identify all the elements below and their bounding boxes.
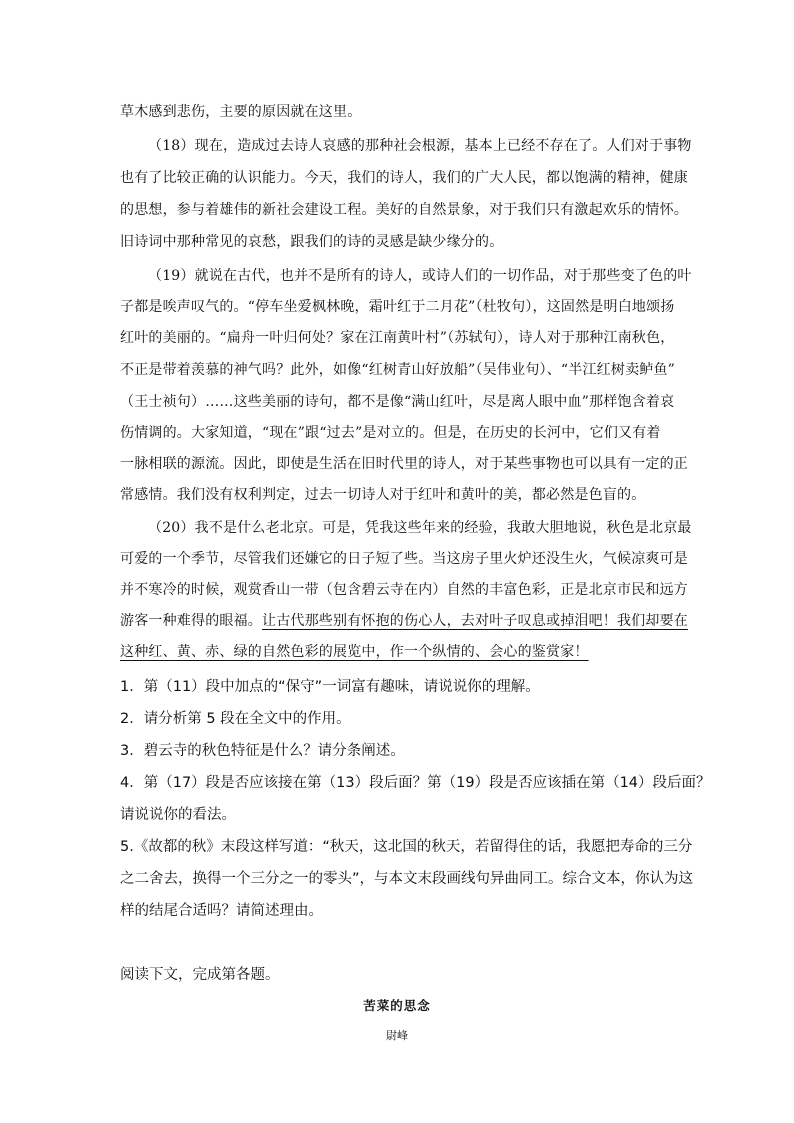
paragraph-19-line: 红叶的美丽的。“扁舟一叶归何处？家在江南黄叶村”（苏轼句），诗人对于那种江南秋色， — [120, 330, 675, 346]
paragraph-19-line: 子都是唉声叹气的。“停车坐爱枫林晚，霜叶红于二月花”（杜牧句），这固然是明白地颂扬 — [120, 299, 675, 315]
paragraph-19-line: （19）就说在古代，也并不是所有的诗人，或诗人们的一切作品，对于那些变了色的叶 — [148, 268, 692, 284]
paragraph-19-line: 不正是带着羡慕的神气吗？此外，如像“红树青山好放船”（吴伟业句）、“半江红树卖鲈鱼” — [120, 362, 676, 378]
underlined-sentence: 这种红、黄、赤、绿的自然色彩的展览中，作一个纵情的、会心的鉴赏家！ — [120, 644, 589, 660]
question-4: 4．第（17）段是否应该接在第（13）段后面？第（19）段是否应该插在第（14）段后面？ — [120, 775, 711, 791]
question-5: 5.《故都的秋》末段这样写道：“秋天，这北国的秋天，若留得住的话，我愿把寿命的三分 — [120, 839, 693, 855]
underlined-sentence: 让古代那些别有怀抱的伤心人，去对叶子叹息或掉泪吧！我们却要在 — [262, 613, 688, 629]
article-author: 尉峰 — [386, 1029, 408, 1042]
paragraph-18-line: 旧诗词中那种常见的哀愁，跟我们的诗的灵感是缺少缘分的。 — [120, 234, 504, 250]
question-5-continued: 之二舍去，换得一个三分之一的零头”，与本文末段画线句异曲同工。综合文本，你认为这 — [120, 871, 694, 887]
question-4-continued: 请说说你的看法。 — [120, 807, 236, 823]
paragraph-20-line: 并不寒冷的时候，观赏香山一带（包含碧云寺在内）自然的丰富色彩，正是北京市民和远方 — [120, 582, 688, 598]
paragraph-20-text: 游客一种难得的眼福。 — [120, 613, 262, 629]
paragraph-19-line: （王士祯句）……这些美丽的诗句，都不是像“满山红叶，尽是离人眼中血”那样饱含着哀 — [120, 394, 675, 410]
question-3: 3．碧云寺的秋色特征是什么？请分条阐述。 — [120, 743, 405, 759]
paragraph-17-end: 草木感到悲伤，主要的原因就在这里。 — [120, 104, 362, 120]
paragraph-18-line: （18）现在，造成过去诗人哀感的那种社会根源，基本上已经不存在了。人们对于事物 — [148, 138, 692, 154]
paragraph-18-line: 也有了比较正确的认识能力。今天，我们的诗人，我们的广大人民，都以饱满的精神，健康 — [120, 170, 688, 186]
reading-instruction: 阅读下文，完成第各题。 — [120, 967, 280, 983]
question-2: 2．请分析第 5 段在全文中的作用。 — [120, 711, 351, 727]
question-1: 1．第（11）段中加点的“保守”一词富有趣味，请说说你的理解。 — [120, 679, 540, 695]
paragraph-20-line: （20）我不是什么老北京。可是，凭我这些年来的经验，我敢大胆地说，秋色是北京最 — [148, 520, 692, 536]
paragraph-19-line: 伤情调的。大家知道，“现在”跟“过去”是对立的。但是，在历史的长河中，它们又有着 — [120, 425, 661, 441]
article-title: 苦菜的思念 — [363, 998, 431, 1013]
paragraph-20-line — [120, 610, 688, 630]
paragraph-19-line: 一脉相联的源流。因此，即使是生活在旧时代里的诗人，对于某些事物也可以具有一定的正 — [120, 456, 688, 472]
paragraph-20-line — [120, 641, 589, 661]
paragraph-20-line: 可爱的一个季节，尽管我们还嫌它的日子短了些。当这房子里火炉还没生火，气候凉爽可是 — [120, 551, 688, 567]
question-5-continued: 样的结尾合适吗？请简述理由。 — [120, 903, 323, 919]
paragraph-19-line: 常感情。我们没有权利判定，过去一切诗人对于红叶和黄叶的美，都必然是色盲的。 — [120, 487, 646, 503]
paragraph-18-line: 的思想，参与着雄伟的新社会建设工程。美好的自然景象，对于我们只有激起欢乐的情怀。 — [120, 202, 688, 218]
